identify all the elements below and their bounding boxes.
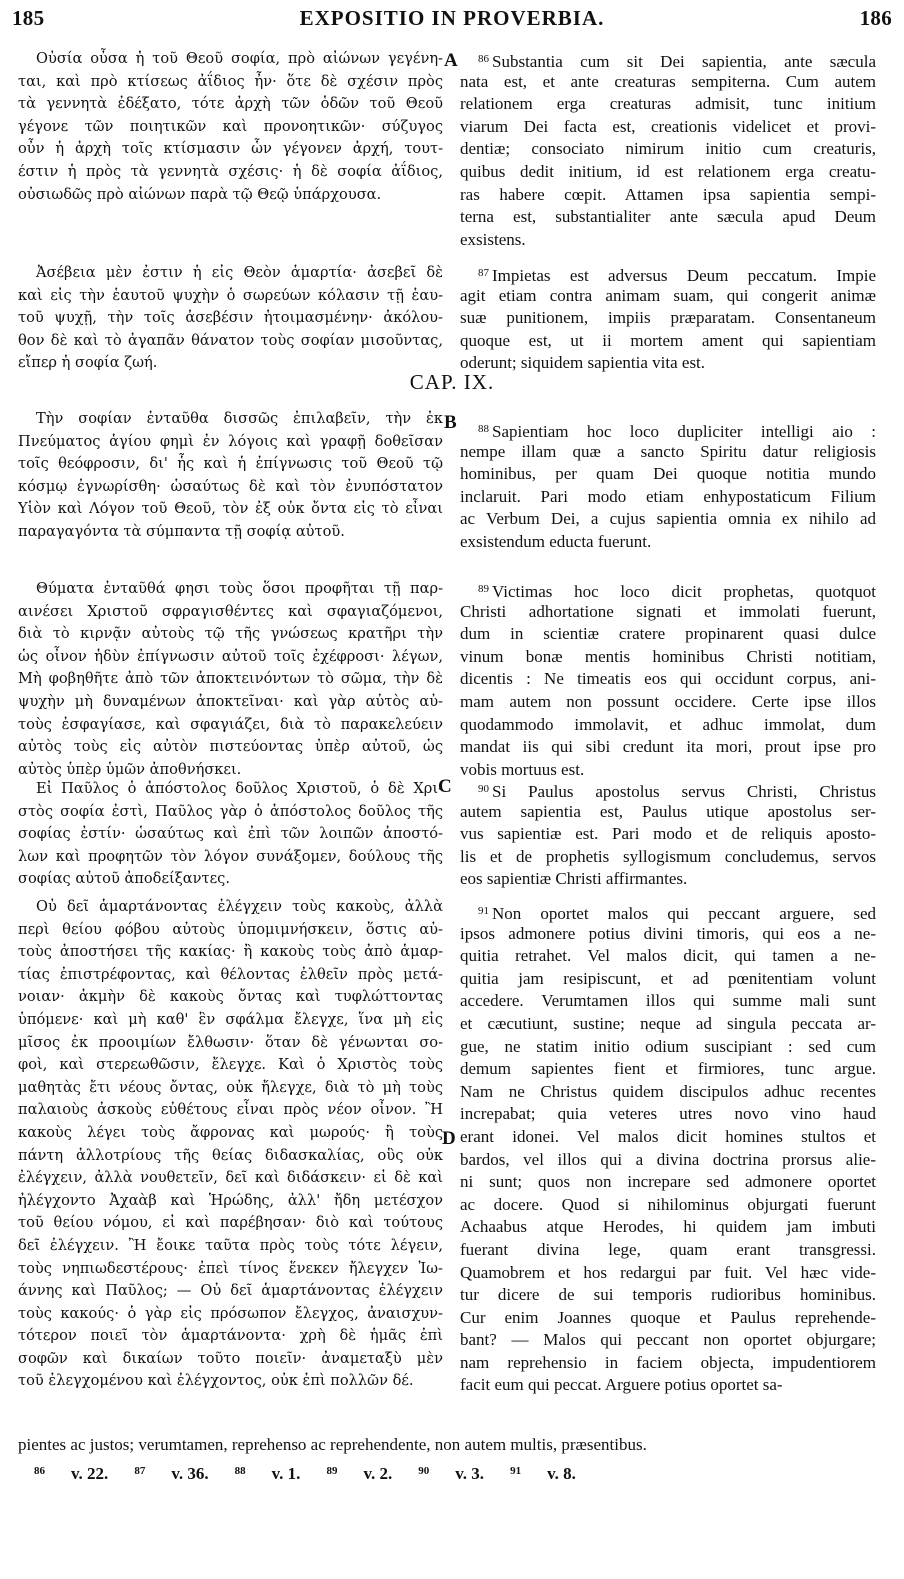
latin-line: eos sapientiæ Christi affirmantes. — [460, 869, 688, 889]
latin-line: ni sunt; quos non increpare sed admonere oportet — [460, 1172, 876, 1192]
greek-line: καὶ εἰς τὴν ἑαυτοῦ ψυχὴν ὁ σωρεύων κόλασιν τῇ ἑαυ- — [18, 286, 443, 304]
greek-line: Μὴ φοβηθῆτε ἀπὸ τῶν ἀποκτεινόντων τὸ σῶμα, τὴν δὲ — [18, 670, 443, 688]
greek-paragraph — [18, 262, 443, 375]
latin-line: vinum bonæ mentis hominibus Christi notitiam, — [460, 646, 876, 666]
latin-line: hominibus, per quam Dei quoque notitia mundo — [460, 464, 876, 484]
paragraph-number: 90 — [478, 783, 489, 795]
latin-line: bardos, vel illos qui a divina doctrina prorsus alie- — [460, 1149, 876, 1169]
latin-line: ac docere. Quod si nihilominus objurgati fuerunt — [460, 1194, 876, 1214]
latin-paragraph — [460, 48, 876, 251]
latin-line: $^{86}$ Substantia cum sit Dei sapientia, ante sæcula — [478, 52, 876, 71]
latin-line: et cæcutiunt, sustine; neque ad singula peccata ar- — [460, 1013, 876, 1033]
page-number-left: 185 — [12, 6, 45, 30]
latin-line: vobis mortuus est. — [460, 759, 585, 779]
footnote-number: 88 — [234, 1465, 246, 1477]
footnote-ref: $^{88}$ v. 1. — [234, 1464, 301, 1483]
greek-line: τίας ἐπιστρέφοντας, καὶ θέλοντας ἐλθεῖν πρὸς μετά- — [18, 965, 443, 983]
greek-line: Τὴν σοφίαν ἐνταῦθα δισσῶς ἐπιλαβεῖν, τὴν ἐκ — [36, 410, 443, 427]
latin-line: autem sapientia est, Paulus utique apostolus ser- — [460, 801, 876, 821]
greek-line: εἴπερ ἡ σοφία ζωή. — [18, 354, 158, 372]
latin-paragraph — [460, 900, 876, 1397]
latin-line: quoque est, ut ii mortem ament qui sapientiam — [460, 330, 876, 350]
greek-paragraph — [18, 778, 443, 891]
latin-line: bant? — Malos qui peccant non oportet objurgare; — [460, 1330, 876, 1350]
greek-line: κόσμῳ ἐγνωρίσθη· ὡσαύτως δὲ καὶ τὸν ἐνυπόστατον — [18, 477, 443, 495]
greek-line: ὡς οἶνον ἡδὺν ἐπίγνωσιν αὐτοῦ τοῖς ἐχέφροσι· λέγων, — [18, 647, 443, 665]
paragraph-number: 86 — [478, 53, 489, 65]
latin-line: Quamobrem et hos redargui par fuit. Vel hæc vide- — [460, 1262, 876, 1282]
paragraph-number: 91 — [478, 905, 489, 917]
latin-line: ac Verbum Dei, a cujus sapientia omnia ex nihilo ad — [460, 509, 876, 529]
greek-line: τοὺς κακούς· ὁ γὰρ εἰς πρόσωπον ἔλεγχος, ἀναισχυν- — [18, 1304, 443, 1322]
greek-line: Εἰ Παῦλος ὁ ἀπόστολος δοῦλος Χριστοῦ, ὁ δὲ Χρι- — [36, 780, 443, 797]
greek-line: τοὺς νηπιωδεστέρους· ἐπεὶ τίνος ἕνεκεν ἤλεγχεν Ἰω- — [18, 1259, 443, 1277]
footnote-ref: $^{91}$ v. 8. — [510, 1464, 576, 1483]
latin-line: demum sapientes fient et firmiores, tunc argue. — [460, 1059, 876, 1079]
footnote-ref: $^{87}$ v. 36. — [134, 1464, 209, 1483]
greek-line: οὖν ἡ ἀρχὴ τοῖς κτίσμασιν ὧν γέγονεν ἀρχή, τουτ- — [18, 140, 443, 158]
greek-line: Θύματα ἐνταῦθά φησι τοὺς ὅσοι προφῆται τῇ παρ- — [36, 580, 443, 597]
greek-line: τοῦ ἐλεγχομένου καὶ ἐλέγχοντος, οὐκ ἐπὶ πολλῶν δέ. — [18, 1372, 414, 1390]
latin-line: exsistendum educta fuerunt. — [460, 531, 652, 551]
latin-line: tur dicere de sui temporis rudioribus hominibus. — [460, 1285, 876, 1305]
greek-paragraph — [18, 896, 443, 1393]
greek-paragraph — [18, 48, 443, 206]
greek-line: Πνεύματος ἁγίου φημὶ ἐν λόγοις καὶ γραφῇ δοθεῖσαν — [18, 432, 443, 450]
latin-line: inclaruit. Pari modo etiam enhypostaticum Filium — [460, 486, 876, 506]
latin-line: nam reprehensio in faciem objecta, impudentiorem — [460, 1352, 876, 1372]
greek-line: διὰ τὸ κιρνᾷν αὐτοὺς τῷ τῆς γνώσεως κρατῆρι τὴν — [18, 625, 443, 643]
greek-line: Οὐ δεῖ ἁμαρτάνοντας ἐλέγχειν τοὺς κακοὺς, ἀλλὰ — [36, 898, 443, 915]
latin-line: quitia retrahet. Vel malos dicit, qui tamen a ne- — [460, 946, 876, 966]
greek-line: έστιν ἡ πρὸς τὰ γεννητὰ σχέσις· ἡ δὲ σοφία ἀΐδιος, — [18, 162, 443, 180]
greek-line: τοῦ θείου νόμου, εἰ καὶ παρέβησαν· διὸ καὶ τούτους — [18, 1214, 443, 1232]
greek-column — [18, 48, 443, 1438]
latin-line: accedere. Verumtamen illos qui summe mali sunt — [460, 991, 876, 1011]
latin-line: lis et de prophetis syllogismum concludemus, servos — [460, 846, 876, 866]
latin-paragraph — [460, 778, 876, 891]
latin-line: quitia jam resipiscunt, et ad pœnitentiam volunt — [460, 968, 876, 988]
footnote-number: 87 — [134, 1465, 146, 1477]
running-title: EXPOSITIO IN PROVERBIA. — [299, 6, 605, 30]
greek-line: Ἀσέβεια μὲν ἐστιν ἡ εἰς Θεὸν ἁμαρτία· ἀσεβεῖ δὲ — [36, 264, 443, 281]
latin-line: $^{91}$ Non oportet malos qui peccant arguere, sed — [478, 904, 876, 923]
margin-letter-b: B — [444, 412, 457, 433]
margin-letter-a: A — [444, 50, 458, 71]
greek-line: στὸς σοφία ἐστὶ, Παῦλος γὰρ ὁ ἀπόστολος δοῦλος τῆς — [18, 802, 443, 820]
latin-line: quodammodo immolavit, et adhuc immolat, dum — [460, 714, 876, 734]
greek-paragraph — [18, 578, 443, 781]
greek-line: ἐλέγχειν, ἀλλὰ νουθετεῖν, δεῖ καὶ διδάσκειν· εἰ δὲ καὶ — [18, 1169, 443, 1187]
latin-paragraph — [460, 418, 876, 554]
greek-line: ται, καὶ πρὸ κτίσεως ἀΐδιος ἦν· ὅτε δὲ σχέσιν πρὸς — [18, 72, 443, 90]
latin-line: oderunt; siquidem sapientia vita est. — [460, 353, 706, 373]
latin-line: relationem erga creaturas admisit, tunc initium — [460, 94, 876, 114]
latin-line: viarum Dei facta est, creationis videlicet et provi- — [460, 116, 876, 136]
greek-line: κακοὺς λέγει τοὺς ἄφρονας καὶ μωρούς· ἢ τοὺς — [18, 1123, 443, 1141]
latin-line: gue, ne statim initio odium suscipiant : sed cum — [460, 1036, 876, 1056]
chapter-heading: CAP. IX. — [409, 370, 495, 394]
latin-line: facit eum qui peccat. Arguere potius oportet sa- — [460, 1375, 783, 1395]
greek-paragraph — [18, 408, 443, 544]
continuation-line: pientes ac justos; verumtamen, reprehenso ac reprehendente, non autem multis, præsentibus. — [18, 1435, 647, 1454]
greek-line: Υἱὸν καὶ Λόγον τοῦ Θεοῦ, τὸν ἐξ οὐκ ὄντα εἰς τὸ εἶναι — [18, 500, 443, 518]
greek-line: ψυχὴν μὴ δυναμένων ἀποκτεῖναι· καὶ γὰρ αὐτὸς αὐ- — [18, 692, 443, 710]
latin-line: nata est, et ante creaturas sempiterna. Cum autem — [460, 71, 876, 91]
latin-line: $^{88}$ Sapientiam hoc loco dupliciter intelligi aio : — [478, 422, 876, 441]
footnote-number: 90 — [418, 1465, 430, 1477]
latin-line: $^{87}$ Impietas est adversus Deum peccatum. Impie — [478, 266, 876, 285]
margin-letter-d: D — [442, 1128, 456, 1149]
greek-line: τοὺς ἀποστήσει τῆς κακίας· ἢ κακοὺς τοὺς ἀπὸ ἁμαρ- — [18, 943, 443, 961]
latin-line: terna est, substantialiter ante sæcula apud Deum — [460, 207, 876, 227]
footnote-references — [34, 1464, 602, 1484]
greek-line: άννης καὶ Παῦλος; — Οὐ δεῖ ἁμαρτάνοντας ἐλέγχειν — [18, 1282, 443, 1300]
latin-line: nempe illam quæ a sancto Spiritu datur religiosis — [460, 441, 876, 461]
latin-line: erant idonei. Vel malos dicit homines stultos et — [460, 1126, 876, 1146]
footnote-ref: $^{89}$ v. 2. — [326, 1464, 393, 1483]
latin-line: dum in scientiæ cratere propinarent quasi dulce — [460, 624, 876, 644]
greek-line: περὶ θείου φόβου αὐτοὺς ὑπομιμνήσκειν, ὅστις αὐ- — [18, 920, 443, 938]
greek-line: σοφίας ἐστίν· ὡσαύτως καὶ ἐπὶ τῶν λοιπῶν ἀποστό- — [18, 825, 443, 843]
latin-column — [460, 48, 876, 1438]
latin-line: Cur enim Joannes quoque et Paulus reprehende- — [460, 1307, 876, 1327]
latin-line: dicentis : Ne timeatis eos qui occidunt corpus, ani- — [460, 669, 876, 689]
footnote-number: 91 — [510, 1465, 522, 1477]
margin-letter-c: C — [438, 776, 452, 797]
greek-line: δεῖ ἐλέγχειν. Ἢ ἔοικε ταῦτα πρὸς τοὺς τότε λέγειν, — [18, 1236, 443, 1254]
latin-line: dentiæ; consociato nimirum initio cum creaturis, — [460, 139, 876, 159]
greek-line: αὐτὸς τοὺς εἰς αὐτὸν πιστεύοντας ὑπὲρ αὐτοῦ, ὡς — [18, 738, 443, 756]
greek-line: μαθητὰς ἔτι νέους ὄντας, οὐκ ἤλεγχε, διὰ τὸ μὴ τοὺς — [18, 1078, 443, 1096]
greek-line: τοῦ ψυχῇ, τὴν τοῖς ἀσεβέσιν ἡτοιμασμένην· ἀκόλου- — [18, 309, 443, 327]
greek-line: παραγαγόντα τὰ σύμπαντα τῇ σοφίᾳ αὐτοῦ. — [18, 522, 345, 540]
latin-line: vus sapientiæ est. Pari modo et de reliquis aposto- — [460, 824, 876, 844]
greek-line: οὐσιωδῶς πρὸ αἰώνων παρὰ τῷ Θεῷ ὑπάρχουσα. — [18, 185, 382, 203]
greek-line: ὑπόμενε· καὶ μὴ καθ' ἓν σφάλμα ἔλεγχε, ἵνα μὴ εἰς — [18, 1010, 443, 1028]
greek-line: σοφίας αὐτοῦ ἀποδείξαντες. — [18, 870, 230, 888]
greek-line: τοῖς θεόφροσιν, δι' ἧς καὶ ἡ ἐπίγνωσις τοῦ Θεοῦ τῷ — [18, 455, 443, 473]
greek-line: γέγονε τῶν ποιητικῶν καὶ προνοητικῶν· σύζυγος — [18, 117, 443, 135]
latin-line: exsistens. — [460, 229, 526, 249]
greek-line: Οὐσία οὖσα ἡ τοῦ Θεοῦ σοφία, πρὸ αἰώνων γεγένη- — [36, 50, 443, 67]
paragraph-number: 88 — [478, 423, 489, 435]
greek-line: νοιαν· ἀκμὴν δὲ κακοὺς ὄντας καὶ τυφλώττοντας — [18, 988, 443, 1006]
latin-line: ras habere cœpit. Attamen ipsa sapientia sempi- — [460, 184, 876, 204]
latin-line: $^{89}$ Victimas hoc loco dicit prophetas, quotquot — [478, 582, 876, 601]
greek-line: φοὶ, καὶ στερεωθῶσιν, ἔλεγχε. Καὶ ὁ Χριστὸς τοὺς — [18, 1056, 443, 1074]
greek-line: ἠλέγχοντο Ἀχαὰβ καὶ Ἡρώδης, ἀλλ' ἤδη μετέσχον — [18, 1191, 443, 1209]
latin-line: Achaabus atque Herodes, hi quidem jam imbuti — [460, 1217, 876, 1237]
latin-line: suæ punitionem, impiis præparatam. Consentaneum — [460, 308, 876, 328]
latin-line: mandat iis qui sibi credunt ita mori, prout ipse pro — [460, 737, 876, 757]
greek-line: πάντη ἀλλοτρίους τῆς θείας διδασκαλίας, οὓς οὐκ — [18, 1146, 443, 1164]
greek-line: παλαιοὺς ἀσκοὺς εὐθέτους εἶναι πρὸς νέον οἶνον. Ἢ — [18, 1101, 443, 1119]
greek-line: τὰ γεννητὰ ἐδέξατο, τότε ἀρχὴ τῶν ὁδῶν τοῦ Θεοῦ — [18, 95, 443, 113]
footnote-number: 86 — [34, 1465, 45, 1477]
latin-line: agit etiam contra animam suam, qui congerit animæ — [460, 285, 876, 305]
greek-line: τότερον ποιεῖ τὸν ἁμαρτάνοντα· χρὴ δὲ ἡμᾶς ἐπὶ — [18, 1327, 443, 1345]
latin-line: increpabat; quia veteres utres novo vino haud — [460, 1104, 876, 1124]
latin-line: fuerant divina lege, quam erant transgressi. — [460, 1239, 876, 1259]
greek-line: τοὺς ἐσφαγίασε, καὶ σφαγιάζει, διὰ τὸ παρακελεύειν — [18, 715, 443, 733]
greek-line: σοφῶν καὶ δικαίων τοῦτο ποιεῖν· ἀναμεταξὺ μὲν — [18, 1349, 443, 1367]
page-number-right: 186 — [859, 6, 892, 30]
footnote-ref: $^{90}$ v. 3. — [418, 1464, 485, 1483]
latin-line: Christi adhortatione signati et immolati fuerunt, — [460, 601, 876, 621]
greek-line: λων καὶ προφητῶν τὸν λόγον συνάξομεν, δούλους τῆς — [18, 847, 443, 865]
latin-paragraph — [460, 578, 876, 781]
latin-line: mam autem non possunt occidere. Certe ipse illos — [460, 691, 876, 711]
latin-line: Nam ne Christus quidem discipulos adhuc recentes — [460, 1081, 876, 1101]
latin-line: quibus dedit initium, id est relationem erga creatu- — [460, 161, 876, 181]
footnote-ref: $^{86}$ v. 22. — [34, 1464, 109, 1483]
greek-line: αὐτὸς ὑπὲρ ὑμῶν ἀποθνήσκει. — [18, 760, 242, 778]
greek-line: θον δὲ καὶ τὸ ἀγαπᾶν θάνατον τοὺς σοφίαν μισοῦντας, — [18, 331, 443, 349]
greek-line: αινέσει Χριστοῦ σφραγισθέντες καὶ σφαγιαζόμενοι, — [18, 602, 443, 620]
greek-line: μῖσος ἐκ προοιμίων ἔλθωσιν· ὅταν δὲ γένωνται σο- — [18, 1033, 443, 1051]
latin-line: $^{90}$ Si Paulus apostolus servus Christi, Christus — [478, 782, 876, 801]
footnote-number: 89 — [326, 1465, 338, 1477]
paragraph-number: 89 — [478, 583, 489, 595]
paragraph-number: 87 — [478, 267, 489, 279]
latin-paragraph — [460, 262, 876, 375]
latin-line: ipsos admonere potius divini timoris, qui eos a ne- — [460, 923, 876, 943]
